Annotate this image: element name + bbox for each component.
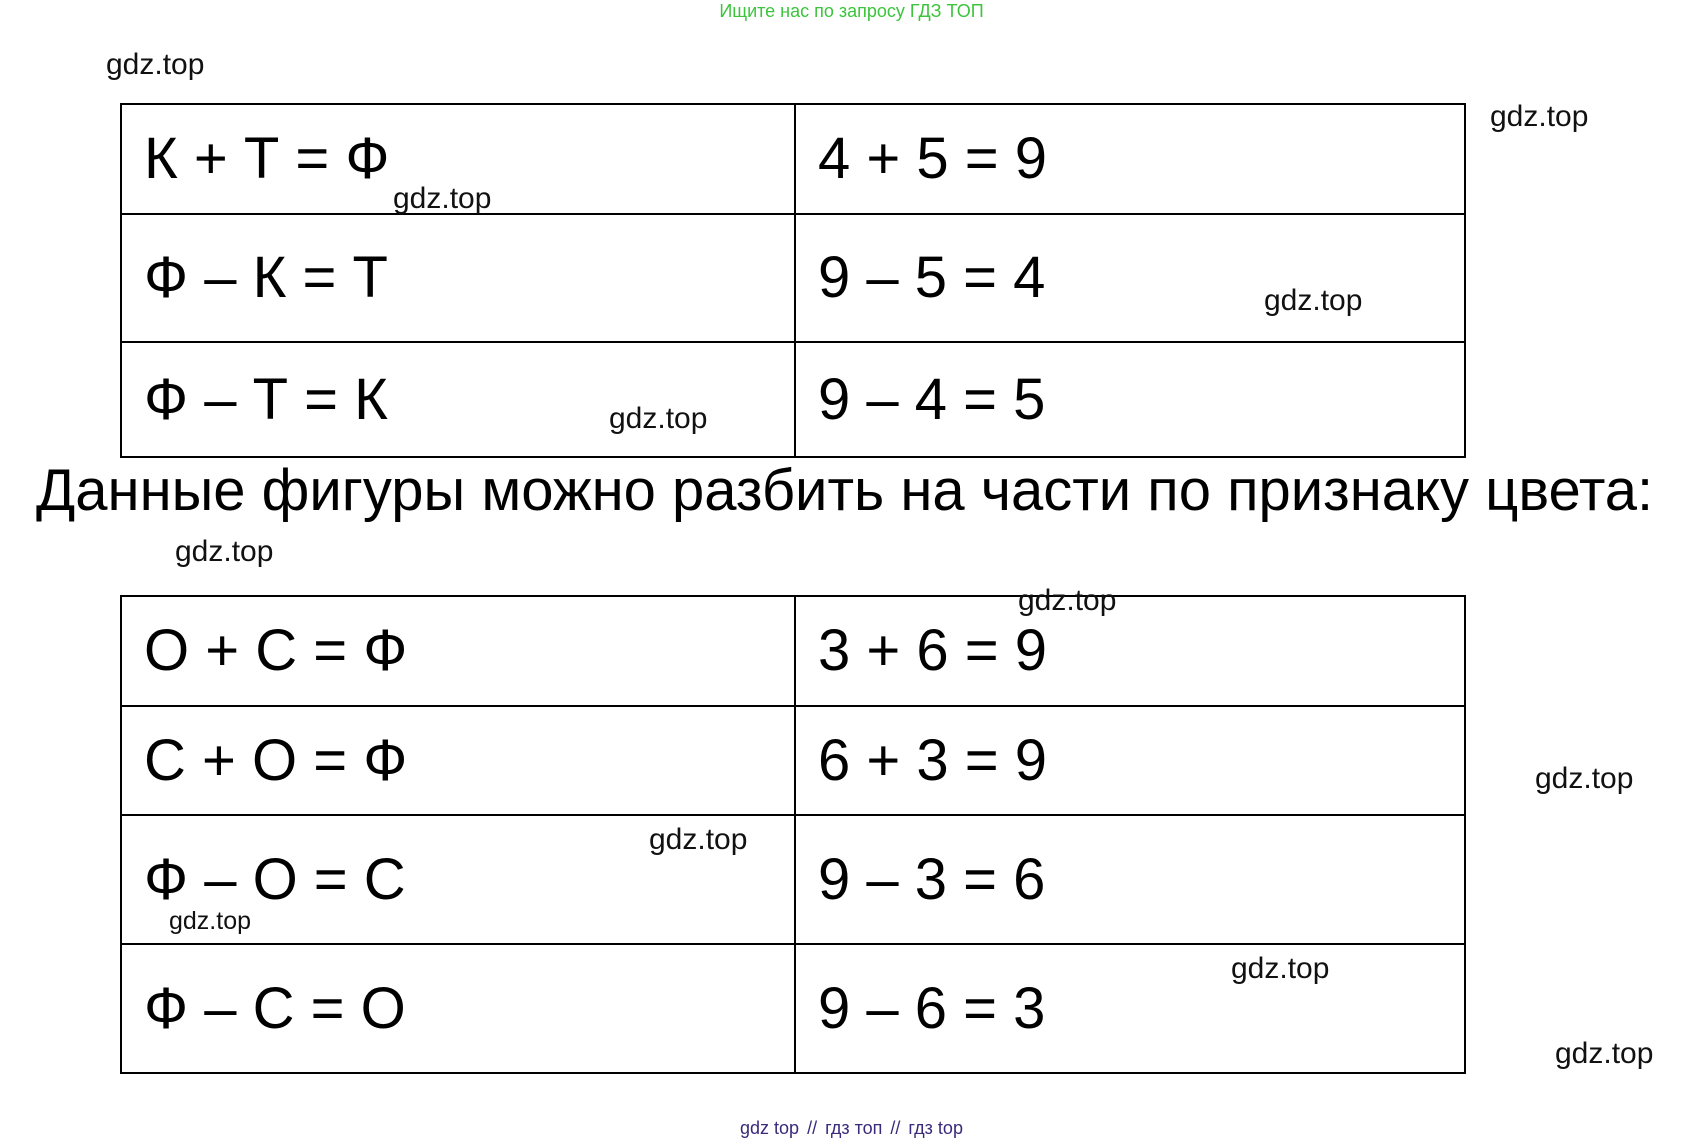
watermark: gdz.top [649, 823, 748, 856]
footer-links [0, 1119, 1703, 1137]
number-equation: 9 – 6 = 3 [795, 944, 1465, 1073]
section-heading: Данные фигуры можно разбить на части по признаку цвета: [36, 458, 1654, 523]
number-equation: 3 + 6 = 9 [795, 596, 1465, 706]
footer-link-gdz-top-ru[interactable]: гдз топ [825, 1118, 883, 1138]
number-equation: 9 – 5 = 4 [795, 214, 1465, 342]
letter-equation: Ф – О = С [121, 815, 795, 944]
watermark: gdz.top [1535, 762, 1634, 795]
watermark: gdz.top [1018, 584, 1117, 617]
table-row [121, 596, 1465, 706]
table-row [121, 214, 1465, 342]
letter-equation: С + О = Ф [121, 706, 795, 815]
letter-equation: О + С = Ф [121, 596, 795, 706]
number-equation: 4 + 5 = 9 [795, 104, 1465, 214]
table-row [121, 706, 1465, 815]
watermark: gdz.top [1264, 284, 1363, 317]
number-equation: 9 – 4 = 5 [795, 342, 1465, 457]
letter-equation: К + Т = Ф [121, 104, 795, 214]
footer-separator: // [807, 1118, 818, 1138]
letter-equation: Ф – К = Т [121, 214, 795, 342]
watermark: gdz.top [1490, 100, 1589, 133]
table-row [121, 815, 1465, 944]
table-row [121, 104, 1465, 214]
number-equation: 6 + 3 = 9 [795, 706, 1465, 815]
watermark: gdz.top [106, 48, 205, 81]
watermark: gdz.top [175, 535, 274, 568]
footer-link-gdz-top[interactable]: gdz top [740, 1118, 800, 1138]
letter-equation: Ф – Т = К [121, 342, 795, 457]
watermark: gdz.top [169, 907, 252, 935]
table-row [121, 342, 1465, 457]
watermark: gdz.top [393, 182, 492, 215]
top-banner[interactable]: Ищите нас по запросу ГДЗ ТОП [719, 1, 984, 21]
equations-table-2 [120, 595, 1466, 1074]
equations-table-1 [120, 103, 1466, 458]
footer-separator: // [890, 1118, 901, 1138]
watermark: gdz.top [609, 402, 708, 435]
letter-equation: Ф – С = О [121, 944, 795, 1073]
watermark: gdz.top [1231, 952, 1330, 985]
number-equation: 9 – 3 = 6 [795, 815, 1465, 944]
footer-link-gdz-top-mixed[interactable]: гдз top [908, 1118, 963, 1138]
watermark: gdz.top [1555, 1037, 1654, 1070]
